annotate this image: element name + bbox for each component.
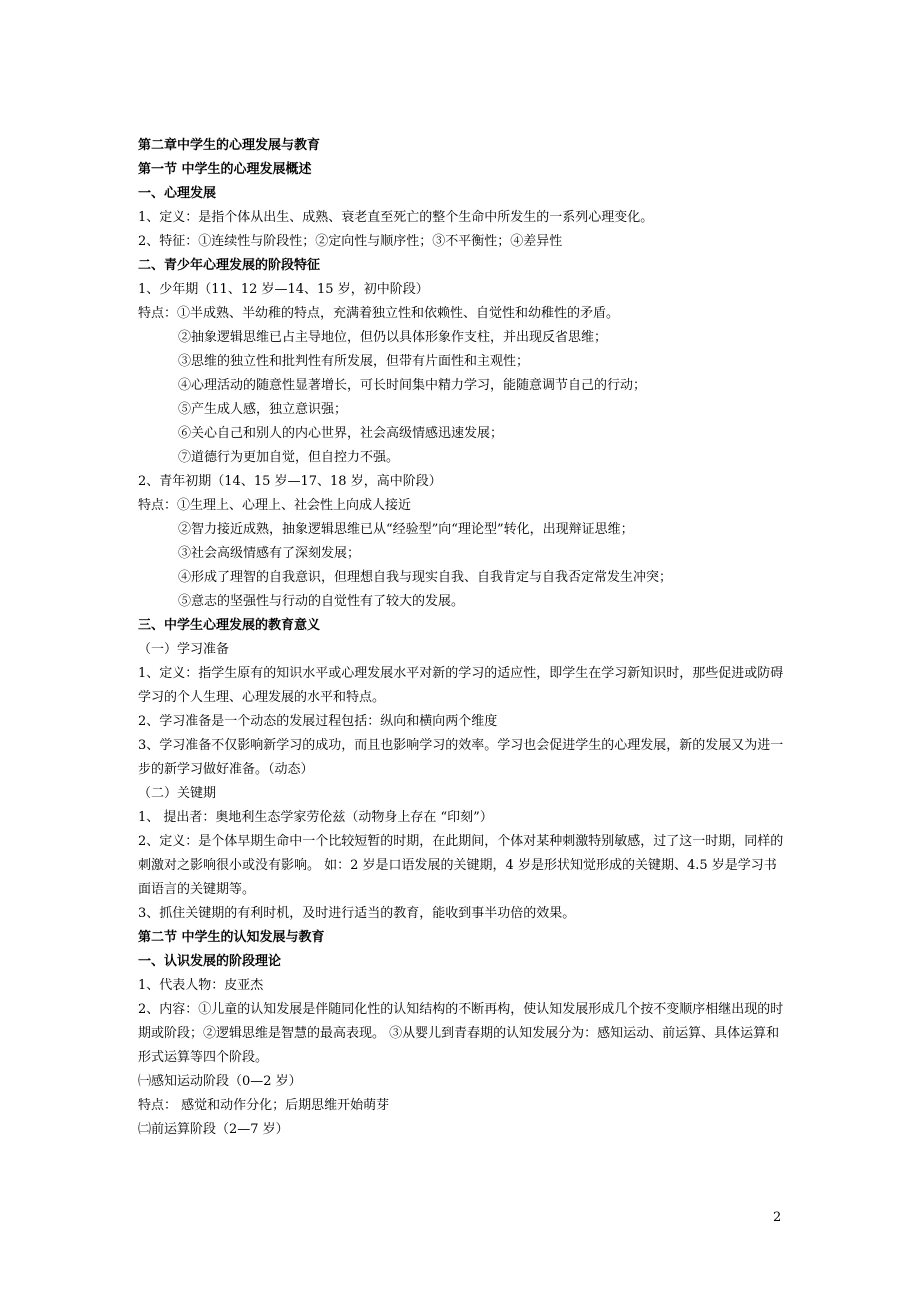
section-title: 第二节 中学生的认知发展与教育 bbox=[138, 930, 325, 945]
heading: 一、认识发展的阶段理论 bbox=[138, 954, 282, 969]
heading: 三、中学生心理发展的教育意义 bbox=[138, 618, 321, 633]
list-item: ⑦道德行为更加自觉，但自控力不强。 bbox=[178, 450, 400, 465]
subheading: （二）关键期 bbox=[138, 786, 217, 801]
document-body bbox=[138, 134, 788, 1142]
paragraph: 3、抓住关键期的有利时机，及时进行适当的教育，能收到事半功倍的效果。 bbox=[138, 906, 576, 921]
list-item: ③社会高级情感有了深刻发展； bbox=[178, 546, 361, 561]
list-item: ④心理活动的随意性显著增长，可长时间集中精力学习，能随意调节自己的行动； bbox=[178, 378, 647, 393]
list-item: ②智力接近成熟，抽象逻辑思维已从“经验型”向“理论型”转化，出现辩证思维； bbox=[178, 522, 634, 537]
list-item: ⑤产生成人感，独立意识强； bbox=[178, 402, 348, 417]
subheading: （一）学习准备 bbox=[138, 642, 230, 657]
list-item: ③思维的独立性和批判性有所发展，但带有片面性和主观性； bbox=[178, 354, 530, 369]
paragraph: 特点： 感觉和动作分化；后期思维开始萌芽 bbox=[138, 1098, 390, 1113]
paragraph: 1、定义：是指个体从出生、成熟、衰老直至死亡的整个生命中所发生的一系列心理变化。 bbox=[138, 210, 654, 225]
paragraph: 特点：①生理上、心理上、社会性上向成人接近 bbox=[138, 498, 412, 513]
chapter-title: 第二章中学生的心理发展与教育 bbox=[138, 138, 321, 153]
heading: 一、心理发展 bbox=[138, 186, 217, 201]
list-item: ⑤意志的坚强性与行动的自觉性有了较大的发展。 bbox=[178, 594, 465, 609]
paragraph: 2、特征：①连续性与阶段性；②定向性与顺序性；③不平衡性；④差异性 bbox=[138, 234, 563, 249]
paragraph: 1、 提出者：奥地利生态学家劳伦兹（动物身上存在 “印刻”） bbox=[138, 810, 493, 825]
paragraph: 3、学习准备不仅影响新学习的成功，而且也影响学习的效率。学习也会促进学生的心理发展，新的发展又为进一步的新学习做好准备。（动态） bbox=[138, 738, 784, 777]
paragraph: 特点：①半成熟、半幼稚的特点，充满着独立性和依赖性、自觉性和幼稚性的矛盾。 bbox=[138, 306, 620, 321]
paragraph: ㈡前运算阶段（2—7 岁） bbox=[138, 1122, 289, 1137]
list-item: ⑥关心自己和别人的内心世界，社会高级情感迅速发展； bbox=[178, 426, 504, 441]
list-item: ②抽象逻辑思维已占主导地位，但仍以具体形象作支柱，并出现反省思维； bbox=[178, 330, 608, 345]
list-item: ④形成了理智的自我意识，但理想自我与现实自我、自我肯定与自我否定常发生冲突； bbox=[178, 570, 673, 585]
paragraph: 2、定义：是个体早期生命中一个比较短暂的时期，在此期间，个体对某种刺激特别敏感，过了这一时期，同样的刺激对之影响很小或没有影响。 如：2 岁是口语发展的关键期，4 岁是形状知觉形成的关键期、4.5 岁是学习书面语言的关键期等。 bbox=[138, 834, 784, 897]
paragraph: ㈠感知运动阶段（0—2 岁） bbox=[138, 1074, 302, 1089]
paragraph: 1、代表人物：皮亚杰 bbox=[138, 978, 264, 993]
paragraph: 1、少年期（11、12 岁—14、15 岁，初中阶段） bbox=[138, 282, 429, 297]
paragraph: 2、内容：①儿童的认知发展是伴随同化性的认知结构的不断再构，使认知发展形成几个按不变顺序相继出现的时期或阶段；②逻辑思维是智慧的最高表现。 ③从婴儿到青春期的认知发展分为：感知运动、前运算、具体运算和形式运算等四个阶段。 bbox=[138, 1002, 784, 1065]
paragraph: 1、定义：指学生原有的知识水平或心理发展水平对新的学习的适应性，即学生在学习新知识时，那些促进或防碍学习的个人生理、心理发展的水平和特点。 bbox=[138, 666, 784, 705]
paragraph: 2、学习准备是一个动态的发展过程包括：纵向和横向两个维度 bbox=[138, 714, 498, 729]
section-title: 第一节 中学生的心理发展概述 bbox=[138, 162, 312, 177]
paragraph: 2、青年初期（14、15 岁—17、18 岁，高中阶段） bbox=[138, 474, 442, 489]
heading: 二、青少年心理发展的阶段特征 bbox=[138, 258, 321, 273]
page-number: 2 bbox=[773, 1210, 782, 1225]
